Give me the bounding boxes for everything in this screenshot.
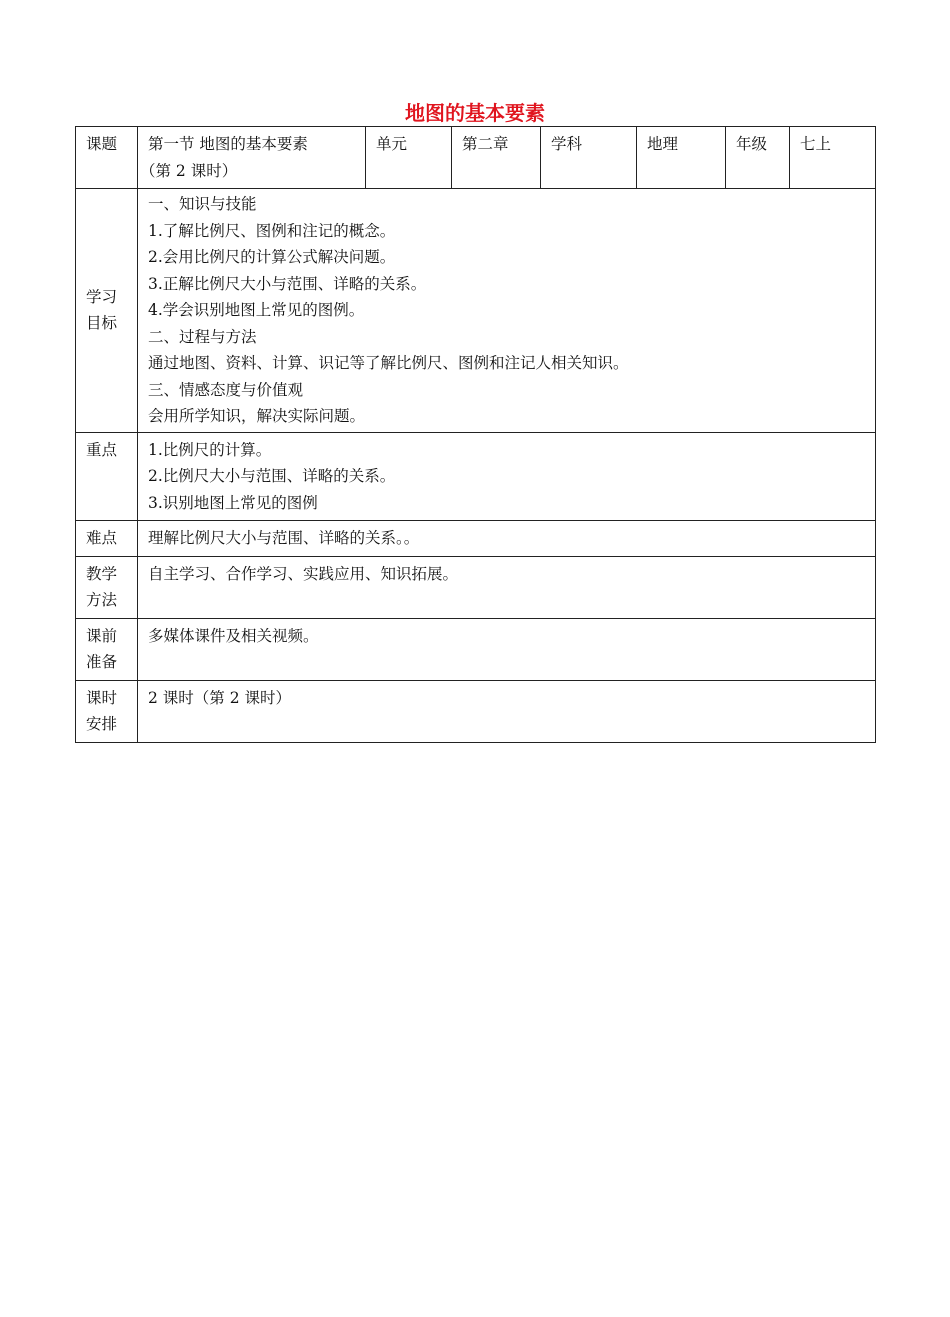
goals-content [138,189,876,433]
key-points-row [76,432,876,521]
unit-value: 第二章 [452,127,541,189]
key-point-line: 1.比例尺的计算。 [148,440,272,459]
subject-value: 地理 [637,127,726,189]
preparation-label: 课前 准备 [76,618,138,680]
topic-line-1: 第一节 地图的基本要素 [148,135,308,153]
preparation-row [76,618,876,680]
goal-line: 三、情感态度与价值观 [148,380,304,399]
key-points-label: 重点 [76,432,138,521]
goals-row [76,189,876,433]
lesson-plan-table [75,126,876,743]
difficulty-row [76,521,876,557]
grade-value: 七上 [790,127,876,189]
goal-line: 4.学会识别地图上常见的图例。 [148,301,365,319]
header-row [76,127,876,189]
goal-line: 2.会用比例尺的计算公式解决问题。 [148,248,396,266]
difficulty-label: 难点 [76,521,138,557]
schedule-label: 课时 安排 [76,680,138,742]
method-content: 自主学习、合作学习、实践应用、知识拓展。 [138,556,876,618]
topic-label: 课题 [76,127,138,189]
key-point-line: 3.识别地图上常见的图例 [148,493,318,512]
preparation-content: 多媒体课件及相关视频。 [138,618,876,680]
goal-line: 二、过程与方法 [148,327,257,346]
goal-line: 一、知识与技能 [148,195,257,213]
topic-value [138,127,366,189]
document-title: 地图的基本要素 [405,101,545,125]
goal-line: 会用所学知识，解决实际问题。 [148,407,366,425]
topic-line-2: （第 2 课时） [140,161,238,180]
schedule-content: 2 课时（第 2 课时） [138,680,876,742]
method-row [76,556,876,618]
goal-line: 1.了解比例尺、图例和注记的概念。 [148,221,396,240]
goal-line: 3.正解比例尺大小与范围、详略的关系。 [148,274,427,293]
key-point-line: 2.比例尺大小与范围、详略的关系。 [148,467,396,485]
unit-label: 单元 [366,127,452,189]
subject-label: 学科 [541,127,637,189]
method-label: 教学 方法 [76,556,138,618]
difficulty-content: 理解比例尺大小与范围、详略的关系。。 [138,521,876,557]
schedule-row [76,680,876,742]
grade-label: 年级 [726,127,790,189]
goals-label: 学习 目标 [76,189,138,433]
key-points-content [138,432,876,521]
goal-line: 通过地图、资料、计算、识记等了解比例尺、图例和注记人相关知识。 [148,354,629,372]
